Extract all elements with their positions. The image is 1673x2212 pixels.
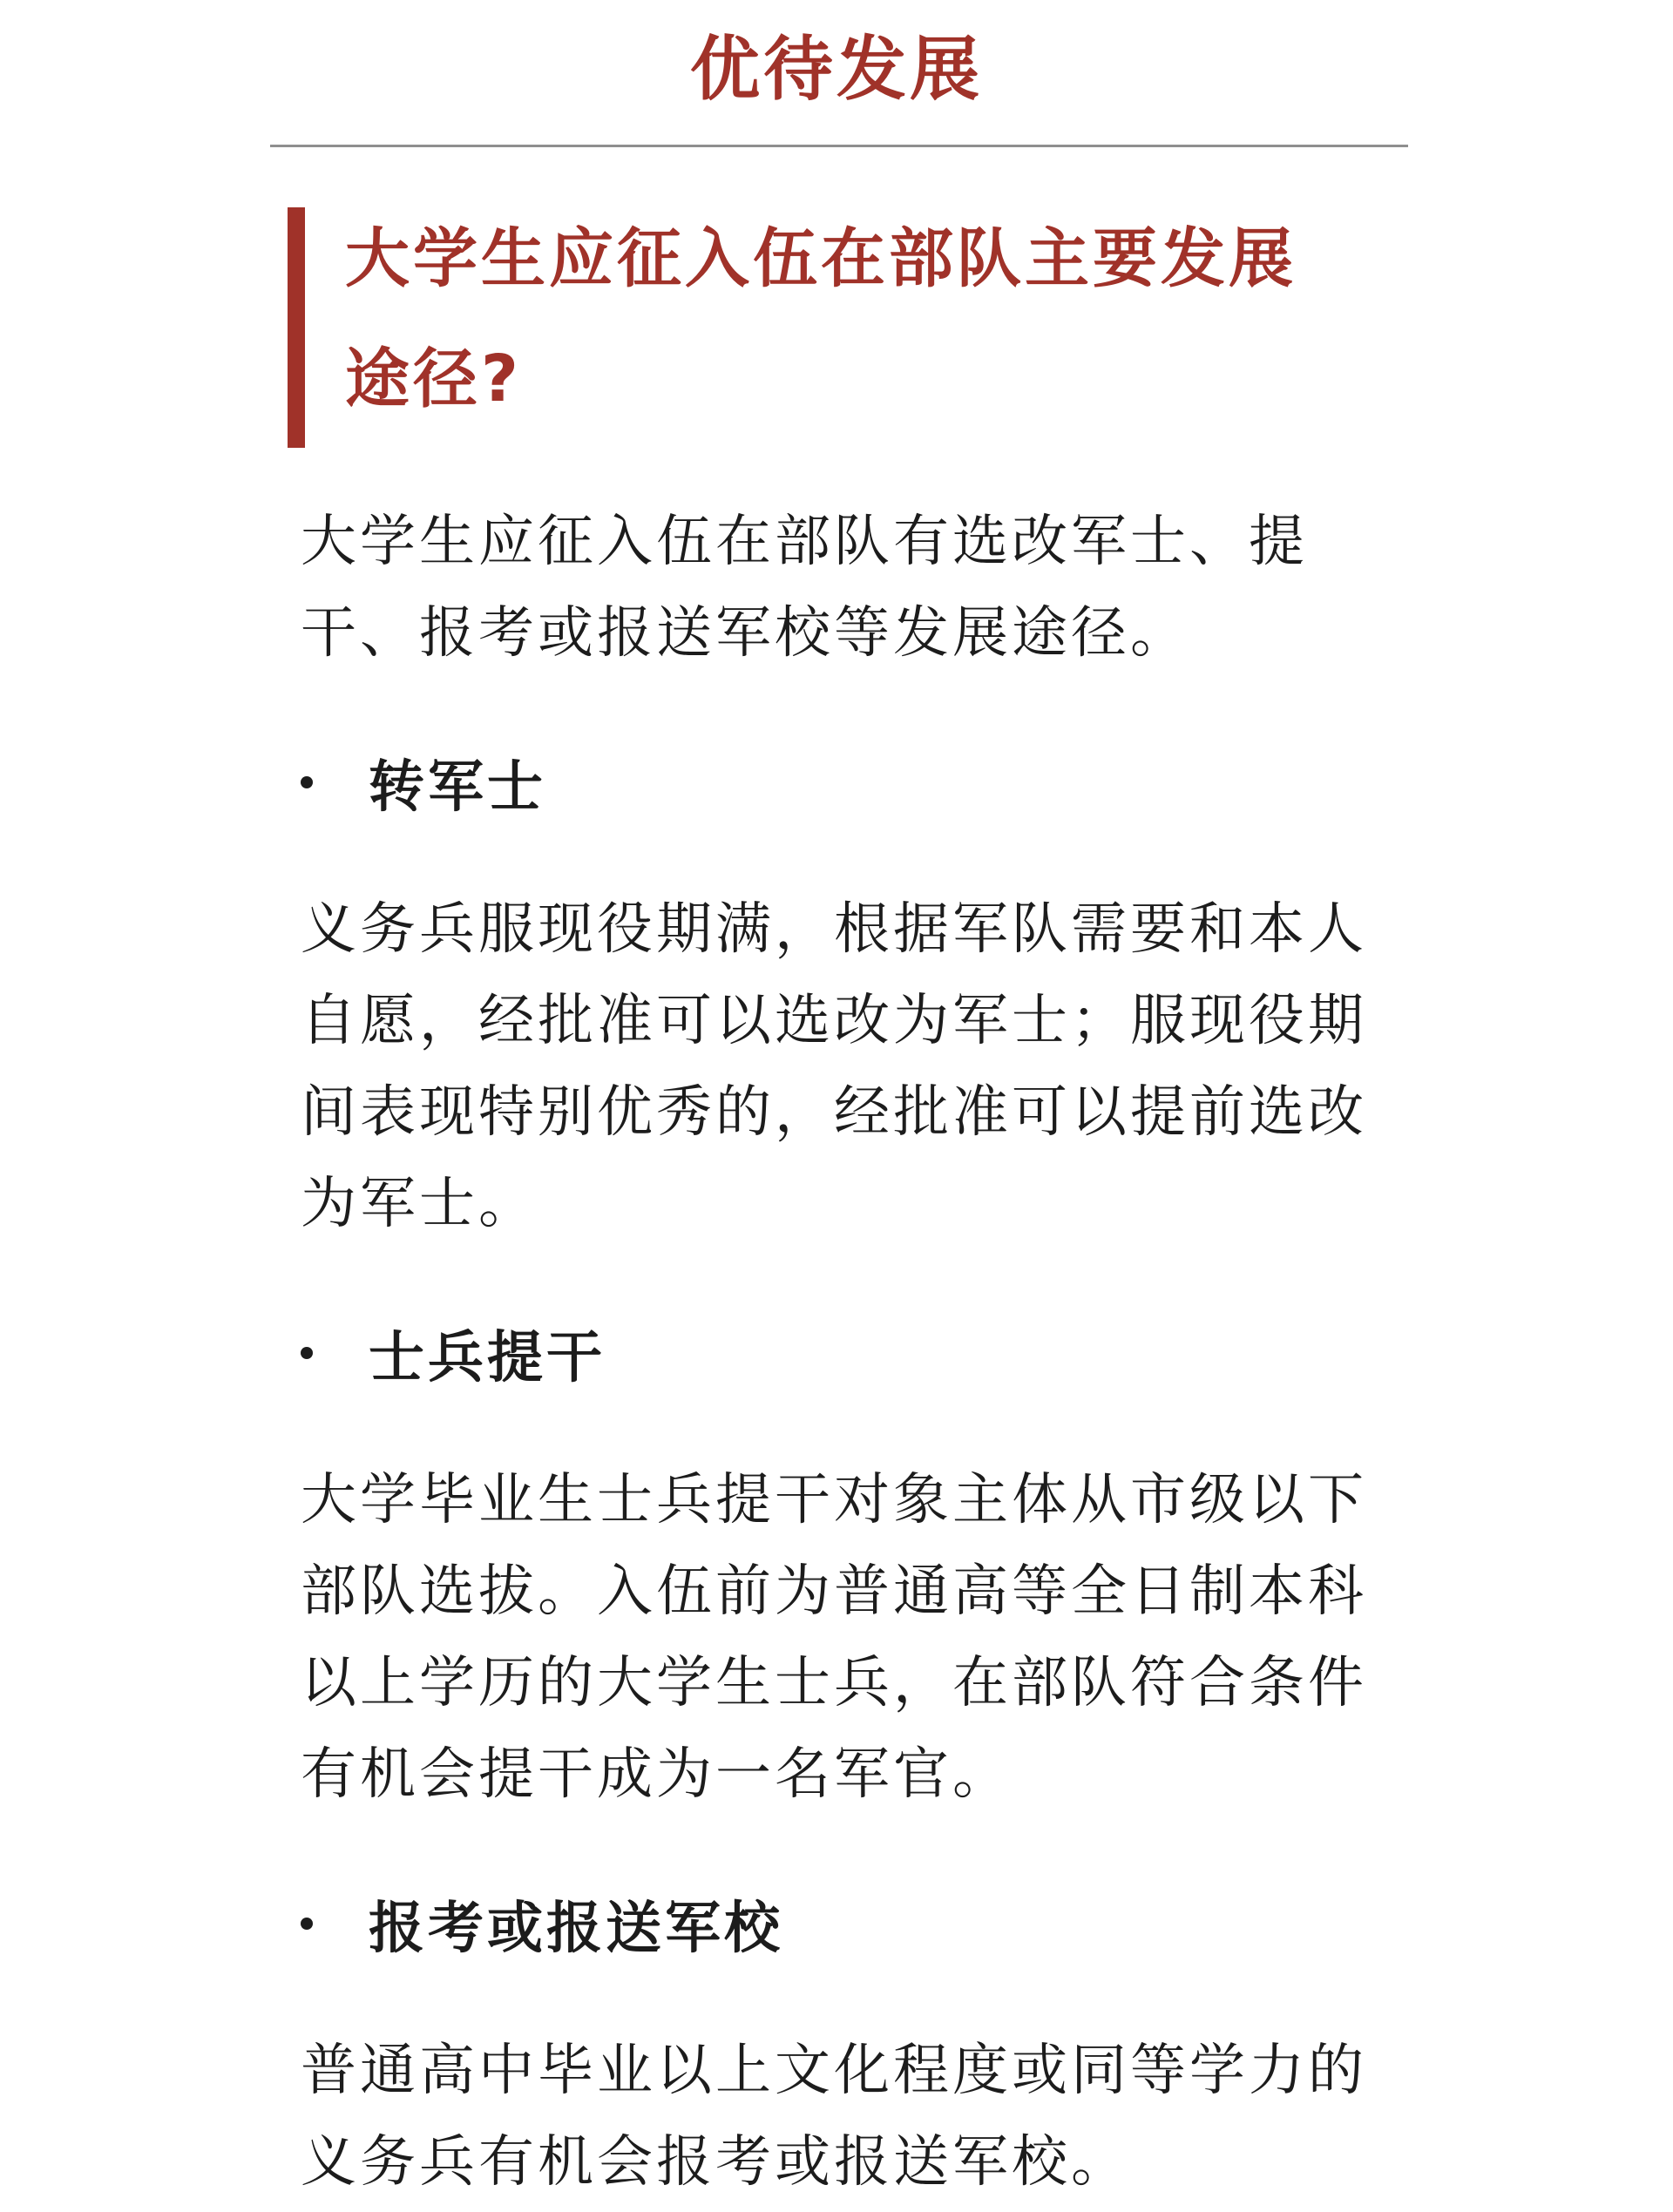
title-divider (270, 145, 1408, 147)
bullet-item-1 (301, 736, 1381, 828)
heading-accent-bar (288, 207, 305, 448)
bullet-dot-icon (301, 1347, 313, 1359)
page-title: 优待发展 (690, 29, 983, 110)
bullet-dot-icon (301, 776, 313, 788)
bullet-item-2 (301, 1307, 1381, 1398)
intro-paragraph: 大学生应征入伍在部队有选改军士、提干、报考或报送军校等发展途径。 (301, 510, 1308, 666)
bullet-item-3 (301, 1877, 1381, 1969)
section-heading-block (288, 207, 1351, 448)
bullet-label: 报考或报送军校 (369, 1896, 783, 1961)
section-heading: 大学生应征入伍在部队主要发展途径? (345, 221, 1297, 416)
bullet-label: 转军士 (369, 754, 546, 820)
item-paragraph-1: 义务兵服现役期满，根据军队需要和本人自愿，经批准可以选改为军士；服现役期间表现特别优秀的，经批准可以提前选改为军士。 (301, 897, 1367, 1236)
item-paragraph-3: 普通高中毕业以上文化程度或同等学力的义务兵有机会报考或报送军校。 (301, 2039, 1367, 2195)
bullet-dot-icon (301, 1918, 313, 1930)
article-content (301, 497, 1381, 2209)
bullet-label: 士兵提干 (369, 1325, 606, 1390)
item-paragraph-2: 大学毕业生士兵提干对象主体从市级以下部队选拔。入伍前为普通高等全日制本科以上学历的大学生士兵，在部队符合条件有机会提干成为一名军官。 (301, 1468, 1367, 1807)
